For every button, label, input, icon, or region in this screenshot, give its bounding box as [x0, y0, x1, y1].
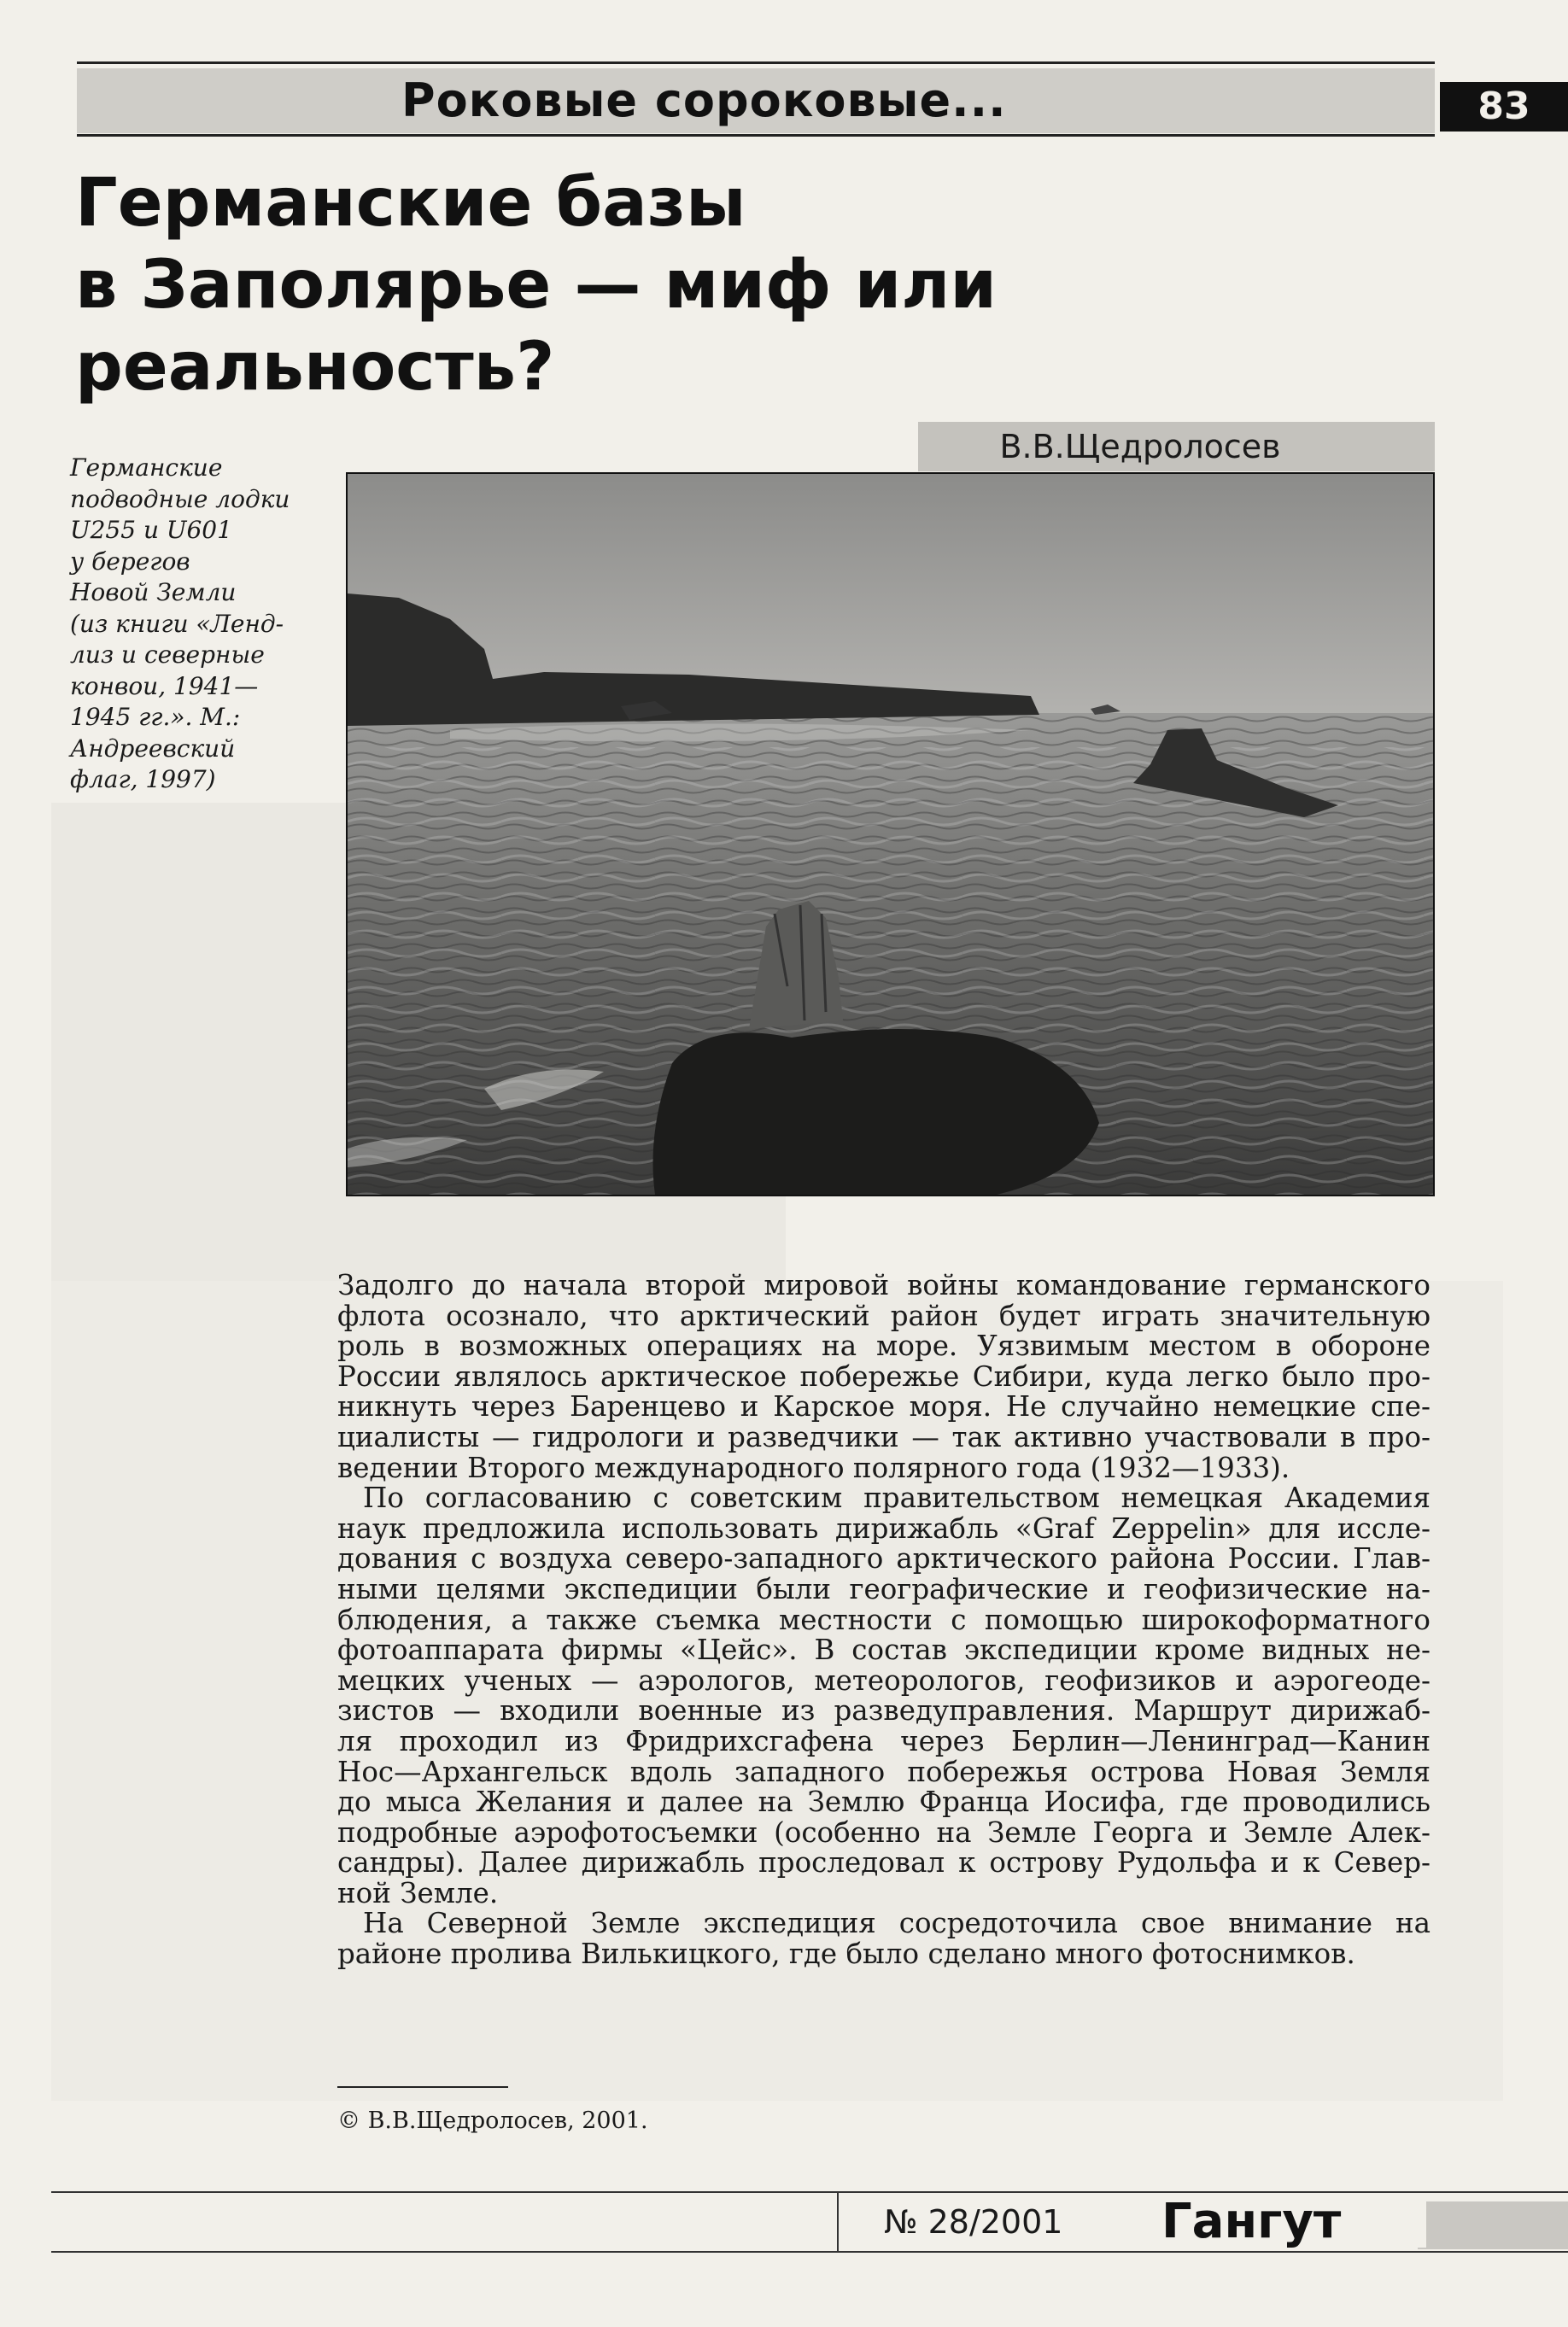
body-line: ля проходил из Фридрихсгафена через Берлин—Ленинград—Канин: [337, 1724, 1431, 1757]
header-bottom-rule: [77, 134, 1435, 137]
body-line: подробные аэрофотосъемки (особенно на Земле Георга и Земле Алек-: [337, 1815, 1431, 1849]
header-top-rule: [77, 61, 1435, 64]
caption-line: конвои, 1941—: [70, 671, 259, 700]
body-line: циалисты — гидрологи и разведчики — так активно участвовали в про-: [337, 1420, 1431, 1453]
submarines-photo: [346, 472, 1435, 1196]
body-line: блюдения, а также съемка местности с помощью широкоформатного: [337, 1603, 1431, 1636]
caption-line: Андреевский: [70, 734, 236, 763]
page-number: 83: [1440, 82, 1568, 132]
body-line: до мыса Желания и далее на Землю Франца Иосифа, где проводились: [337, 1786, 1431, 1819]
caption-line: лиз и северные: [70, 640, 265, 669]
caption-line: подводные лодки: [70, 484, 290, 513]
footer-bottom-rule: [51, 2251, 1568, 2253]
copyright-note: © В.В.Щедролосев, 2001.: [337, 2108, 648, 2134]
photo-illustration: [348, 474, 1433, 1195]
caption-line: флаг, 1997): [70, 765, 216, 793]
body-line: ведении Второго международного полярного года (1932—1933).: [337, 1451, 1290, 1484]
caption-line: 1945 гг.». М.:: [70, 703, 241, 731]
headline-line: реальность?: [75, 329, 555, 406]
body-line: никнуть через Баренцево и Карское моря. Не случайно немецкие спе-: [337, 1390, 1431, 1424]
footer-divider: [837, 2191, 839, 2253]
body-line: зистов — входили военные из разведуправления. Маршрут дирижаб-: [337, 1694, 1431, 1728]
body-line: Нос—Архангельск вдоль западного побережья острова Новая Земля: [337, 1755, 1431, 1788]
body-line: ной Земле.: [337, 1876, 499, 1909]
body-line: России являлось арктическое побережье Сибири, куда легко было про-: [337, 1359, 1431, 1393]
body-line: наук предложила использовать дирижабль «Graf Zeppelin» для иссле-: [337, 1511, 1431, 1545]
footnote-rule: [337, 2086, 508, 2088]
caption-line: Новой Земли: [70, 578, 237, 606]
magazine-name: Гангут: [1161, 2194, 1342, 2249]
caption-line: у берегов: [70, 547, 190, 576]
caption-line: U255 и U601: [70, 516, 232, 544]
issue-number: № 28/2001: [884, 2203, 1063, 2241]
caption-line: Германские: [70, 453, 223, 482]
body-line: роль в возможных операциях на море. Уязвимым местом в обороне: [337, 1330, 1431, 1363]
body-line: фотоаппарата фирмы «Цейс». В состав экспедиции кроме видных не-: [337, 1634, 1431, 1667]
body-line: По согласованию с советским правительством немецкая Академия: [363, 1482, 1431, 1515]
article-headline: [75, 162, 1271, 408]
caption-line: (из книги «Ленд-: [70, 609, 284, 638]
body-line: сандры). Далее дирижабль проследовал к острову Рудольфа и к Север-: [337, 1846, 1431, 1880]
body-line: дования с воздуха северо-западного арктического района России. Глав-: [337, 1542, 1431, 1576]
body-line: флота осознало, что арктический район будет играть значительную: [337, 1299, 1431, 1332]
body-line: Задолго до начала второй мировой войны командование германского: [337, 1269, 1431, 1301]
headline-line: Германские базы: [75, 165, 746, 242]
section-title: Роковые сороковые...: [401, 73, 1007, 127]
body-line: мецких ученых — аэрологов, метеорологов, геофизиков и аэрогеоде-: [337, 1663, 1431, 1697]
article-author: В.В.Щедролосев: [999, 428, 1281, 465]
body-line: На Северной Земле экспедиция сосредоточила свое внимание на: [363, 1907, 1431, 1940]
footer-gray-bar: [1418, 2201, 1568, 2249]
photo-caption: [70, 453, 326, 796]
body-line: ными целями экспедиции были географические и геофизические на-: [337, 1572, 1431, 1605]
body-line: районе пролива Вилькицкого, где было сделано много фотоснимков.: [337, 1938, 1355, 1971]
article-body: [337, 1271, 1431, 1970]
headline-line: в Заполярье — миф или: [75, 247, 998, 324]
